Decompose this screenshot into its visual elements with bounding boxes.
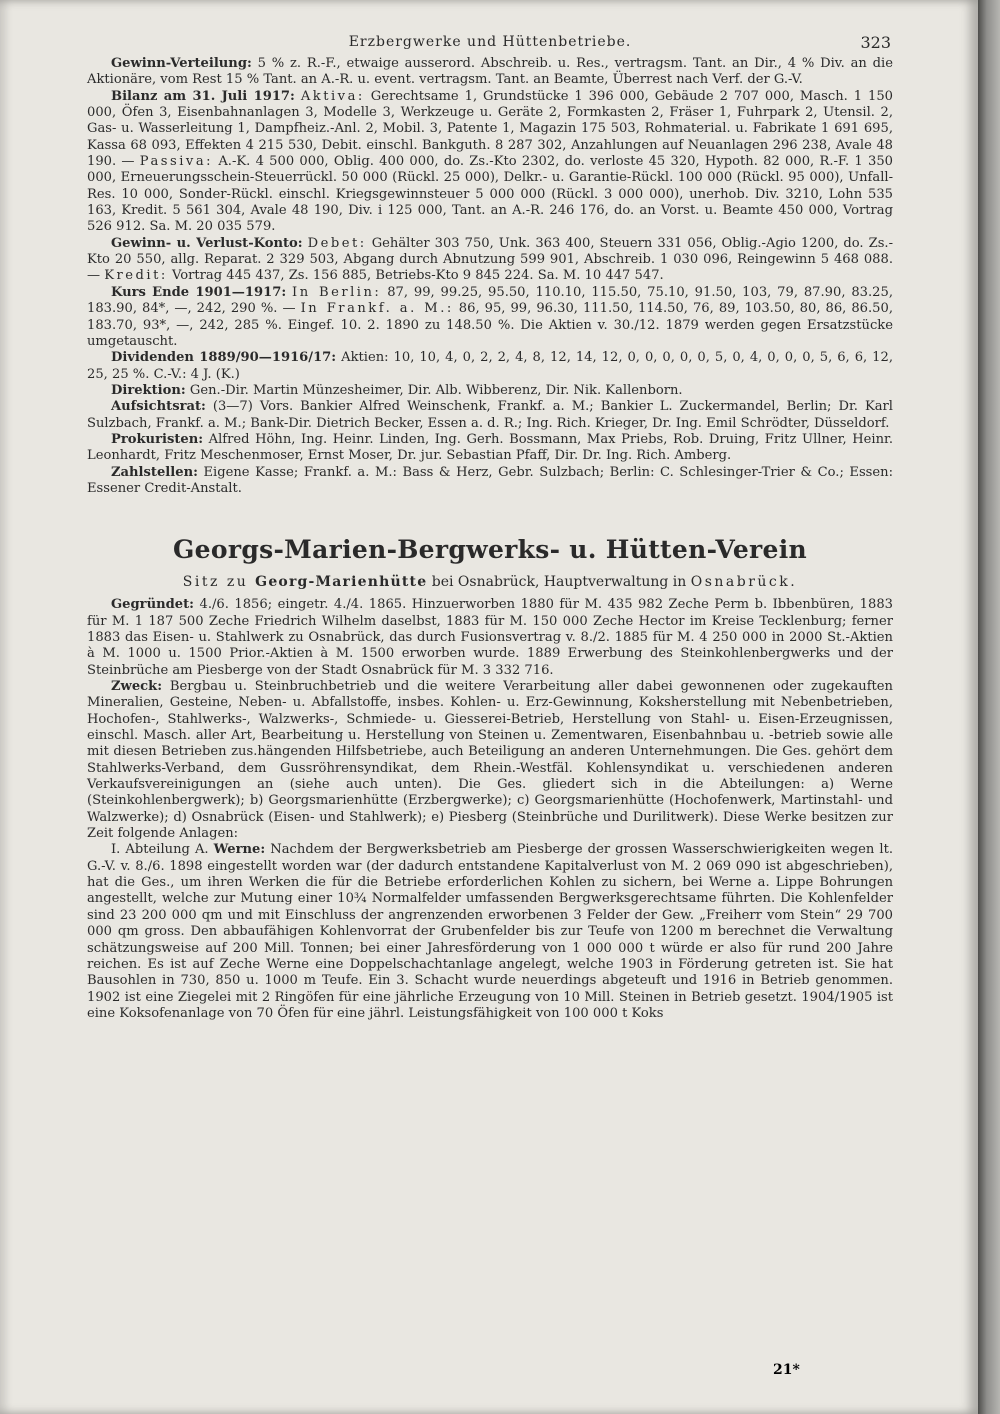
sheet-signature: 21*	[773, 1362, 800, 1378]
zahlstellen-label: Zahlstellen:	[111, 464, 198, 480]
scan-edge	[978, 0, 1000, 1414]
previous-company-entry	[87, 56, 893, 497]
debet-text: Gehälter 303 750, Unk. 363 400, Steuern 331 056, Oblig.-Agio 1200, do. Zs.-Kto 20 550, allg. Reparat. 2 329 503, Abgang durch Abnutzung 599 901, Abschreib. 1 030 096, Reingewinn 5 468 088. —	[87, 235, 893, 284]
gegruendet-label: Gegründet:	[111, 597, 194, 613]
debet-label: Debet:	[307, 235, 367, 251]
company-title: Georgs-Marien-Bergwerks- u. Hütten-Verein	[173, 535, 807, 565]
gewinn-verteilung-label: Gewinn-Verteilung:	[111, 56, 252, 71]
aktiva-label: Aktiva:	[300, 88, 365, 104]
kredit-text: Vortrag 445 437, Zs. 156 885, Betriebs-Kto 9 845 224. Sa. M. 10 447 547.	[167, 268, 664, 284]
kurs-frankfurt-text: 86, 95, 99, 96.30, 111.50, 114.50, 76, 89, 103.50, 80, 86, 86.50, 183.70, 93*, —, 242, 285 %. Eingef. 10. 2. 1890 zu 148.50 %. Die Aktien v. 30./12. 1879 werden gegen Ersatzstücke umgetauscht.	[87, 301, 893, 349]
zahlstellen-paragraph	[87, 465, 893, 498]
kurs-frankfurt-label: In Frankf. a. M.:	[300, 301, 454, 317]
gewinn-verlust-label: Gewinn- u. Verlust-Konto:	[111, 235, 303, 251]
abteilung-prefix: I. Abteilung A.	[111, 842, 214, 858]
direktion-paragraph	[87, 383, 893, 399]
aufsichtsrat-paragraph	[87, 399, 893, 432]
kredit-label: Kredit:	[104, 268, 168, 284]
abteilung-paragraph	[87, 842, 893, 1022]
section-gap	[87, 497, 893, 535]
aufsichtsrat-label: Aufsichtsrat:	[111, 399, 206, 415]
kurs-paragraph	[87, 285, 893, 350]
abteilung-text: Nachdem der Bergwerksbetrieb am Piesberge der grossen Wasserschwierigkeiten wegen lt. G.-V. v. 8./6. 1898 eingestellt worden war (der dadurch entstandene Kapitalverlust von M. 2 069 090 ist abgeschrieben), hat die Ges., um ihren Werken die für die Betriebe erforderlichen Kohlen zu sichern, bei Werne a. Lippe Bohrungen angestellt, welche zur Mutung einer 10¾ Normalfelder umfassenden Bergwerksgerechtsame führten. Die Kohlenfelder sind 23 200 000 qm und mit Einschluss der angrenzenden erworbenen 3 Felder der Gew. „Freiherr vom Stein“ 29 700 000 qm gross. Den abbaufähigen Kohlenvorrat der Grubenfelder bis zur Teufe von 1200 m berechnet die Verwaltung schätzungsweise auf 200 Mill. Tonnen; bei einer Jahresförderung von 1 000 000 t würde er also für rund 200 Jahre reichen. Es ist auf Zeche Werne eine Doppelschachtanlage angelegt, welche 1903 in Förderung getreten ist. Sie hat Bausohlen in 730, 850 u. 1000 m Teufe. Ein 3. Schacht wurde neuerdings abgeteuft und 1916 in Betrieb genommen. 1902 ist eine Ziegelei mit 2 Ringöfen für eine jährliche Erzeugung von 10 Mill. Steinen in Betrieb gesetzt. 1904/1905 ist eine Koksofenanlage von 70 Öfen für eine jährl. Leistungsfähigkeit von 100 000 t Koks	[87, 842, 893, 1021]
page-content	[87, 34, 893, 1022]
zweck-label: Zweck:	[111, 679, 163, 694]
page-number: 323	[860, 33, 891, 52]
gewinn-verlust-paragraph	[87, 236, 893, 285]
prokuristen-paragraph	[87, 432, 893, 465]
prokuristen-label: Prokuristen:	[111, 431, 204, 447]
kurs-label: Kurs Ende 1901—1917:	[111, 284, 287, 300]
passiva-text: A.-K. 4 500 000, Oblig. 400 000, do. Zs.-Kto 2302, do. verloste 45 320, Hypoth. 82 000, R.-F. 1 350 000, Erneuerungsschein-Steuerrückl. 50 000 (Rückl. 25 000), Delkr.- u. Garantie-Rückl. 100 000 (Rückl. 95 000), Unfall-Res. 10 000, Sonder-Rückl. einschl. Kriegsgewinnsteuer 5 000 000 (Rückl. 3 000 000), unerhob. Div. 3210, Lohn 535 163, Kredit. 5 561 304, Avale 48 190, Div. i 125 000, Tant. an A.-R. 246 176, do. an Vorst. u. Beamte 450 000, Vortrag 526 912. Sa. M. 20 035 579.	[87, 154, 893, 235]
dividenden-paragraph	[87, 350, 893, 383]
abteilung-label: Werne:	[213, 842, 266, 858]
direktion-label: Direktion:	[111, 382, 186, 398]
aktiva-text: Gerechtsame 1, Grundstücke 1 396 000, Gebäude 2 707 000, Masch. 1 150 000, Öfen 3, Eisenbahnanlagen 3, Modelle 3, Werkzeuge u. Geräte 2, Formkasten 2, Fräser 1, Fuhrpark 2, Utensil. 2, Gas- u. Wasserleitung 1, Dampfheiz.-Anl. 2, Mobil. 3, Patente 1, Magazin 175 503, Rohmaterial. u. Fabrikate 1 691 695, Kassa 68 093, Effekten 4 215 530, Debit. einschl. Bankguth. 8 287 302, Anzahlungen auf Neuanlagen 296 238, Avale 48 190. —	[87, 88, 893, 170]
gegruendet-paragraph	[87, 597, 893, 679]
kurs-berlin-label: In Berlin:	[292, 284, 382, 300]
zweck-text: Bergbau u. Steinbruchbetrieb und die weitere Verarbeitung aller dabei gewonnenen oder zugekauften Mineralien, Gesteine, Neben- u. Abfallstoffe, insbes. Kohlen- u. Erz-Gewinnung, Koksherstellung mit Nebenbetrieben, Hochofen-, Stahlwerks-, Walzwerks-, Schmiede- u. Giesserei-Betrieb, Herstellung von Stahl- u. Eisen-Erzeugnissen, einschl. Masch. aller Art, Bearbeitung u. Herstellung von Steinen u. Zementwaren, Eisenbahnbau u. -betrieb sowie alle mit diesen Betrieben zus.hängenden Hilfsbetriebe, auch Beteiligung an anderen Unternehmungen. Die Ges. gehört dem Stahlwerks-Verband, dem Gussröhrensyndikat, dem Rhein.-Westfäl. Kohlensyndikat u. verschiedenen anderen Verkaufsvereinigungen an (siehe auch unten). Die Ges. gliedert sich in die Abteilungen: a) Werne (Steinkohlenbergwerk); b) Georgsmarienhütte (Erzbergwerke); c) Georgsmarienhütte (Hochofenwerk, Martinstahl- und Walzwerke); d) Osnabrück (Eisen- und Stahlwerk); e) Piesberg (Steinbrüche und Durilitwerk). Diese Werke besitzen zur Zeit folgende Anlagen:	[87, 679, 893, 842]
aufsichtsrat-text: (3—7) Vors. Bankier Alfred Weinschenk, Frankf. a. M.; Bankier L. Zuckermandel, Berlin; Dr. Karl Sulzbach, Frankf. a. M.; Bank-Dir. Dietrich Becker, Essen a. d. R.; Ing. Rich. Krieger, Dr. Ing. Emil Schrödter, Düsseldorf.	[87, 399, 893, 431]
running-head	[87, 34, 893, 56]
zahlstellen-text: Eigene Kasse; Frankf. a. M.: Bass & Herz, Gebr. Sulzbach; Berlin: C. Schlesinger-Trier & Co.; Essen: Essener Credit-Anstalt.	[87, 464, 893, 496]
kurs-berlin-text: 87, 99, 99.25, 95.50, 110.10, 115.50, 75.10, 91.50, 103, 79, 87.90, 83.25, 183.90, 84*, —, 242, 290 %. —	[87, 284, 893, 317]
seat-prefix: Sitz zu	[182, 574, 256, 591]
prokuristen-text: Alfred Höhn, Ing. Heinr. Linden, Ing. Gerh. Bossmann, Max Priebs, Rob. Druing, Fritz Ullner, Heinr. Leonhardt, Fritz Meschenmoser, Ernst Moser, Dr. jur. Sebastian Pfaff, Dir. Dr. Ing. Rich. Amberg.	[87, 431, 893, 464]
dividenden-text: Aktien: 10, 10, 4, 0, 2, 2, 4, 8, 12, 14, 12, 0, 0, 0, 0, 0, 5, 0, 4, 0, 0, 0, 5, 6, 6, 12, 25, 25 %. C.-V.: 4 J. (K.)	[87, 350, 894, 382]
gewinn-verteilung-paragraph	[87, 56, 893, 89]
seat-city: Osnabrück.	[690, 574, 798, 591]
seat-middle: bei Osnabrück, Hauptverwaltung in	[427, 574, 691, 591]
bilanz-label: Bilanz am 31. Juli 1917:	[111, 88, 295, 104]
company-seat	[87, 573, 893, 591]
dividenden-label: Dividenden 1889/90—1916/17:	[111, 350, 337, 366]
gewinn-verteilung-text: 5 % z. R.-F., etwaige ausserord. Abschreib. u. Res., vertragsm. Tant. an Dir., 4 % Div. an die Aktionäre, vom Rest 15 % Tant. an A.-R. u. event. vertragsm. Tant. an Beamte, Überrest nach Verf. der G.-V.	[87, 56, 893, 88]
running-title: Erzbergwerke und Hüttenbetriebe.	[348, 34, 632, 50]
seat-place: Georg-Marienhütte	[255, 574, 428, 591]
passiva-label: Passiva:	[139, 154, 214, 170]
bilanz-paragraph	[87, 89, 893, 236]
gegruendet-text: 4./6. 1856; eingetr. 4./4. 1865. Hinzuerworben 1880 für M. 435 982 Zeche Perm b. Ibbenbüren, 1883 für M. 1 187 500 Zeche Friedrich Wilhelm daselbst, 1883 für M. 150 000 Zeche Hector im Kreise Tecklenburg; ferner 1883 das Eisen- u. Stahlwerk zu Osnabrück, das durch Fusionsvertrag v. 8./2. 1885 für M. 4 250 000 in 2000 St.-Aktien à M. 1000 u. 1500 Prior.-Aktien à M. 1500 erworben wurde. 1889 Erwerbung des Steinkohlenbergwerks und der Steinbrüche am Piesberge von der Stadt Osnabrück für M. 3 332 716.	[87, 597, 893, 678]
company-entry	[87, 597, 893, 1022]
direktion-text: Gen.-Dir. Martin Münzesheimer, Dir. Alb. Wibberenz, Dir. Nik. Kallenborn.	[185, 382, 683, 398]
zweck-paragraph	[87, 679, 893, 842]
